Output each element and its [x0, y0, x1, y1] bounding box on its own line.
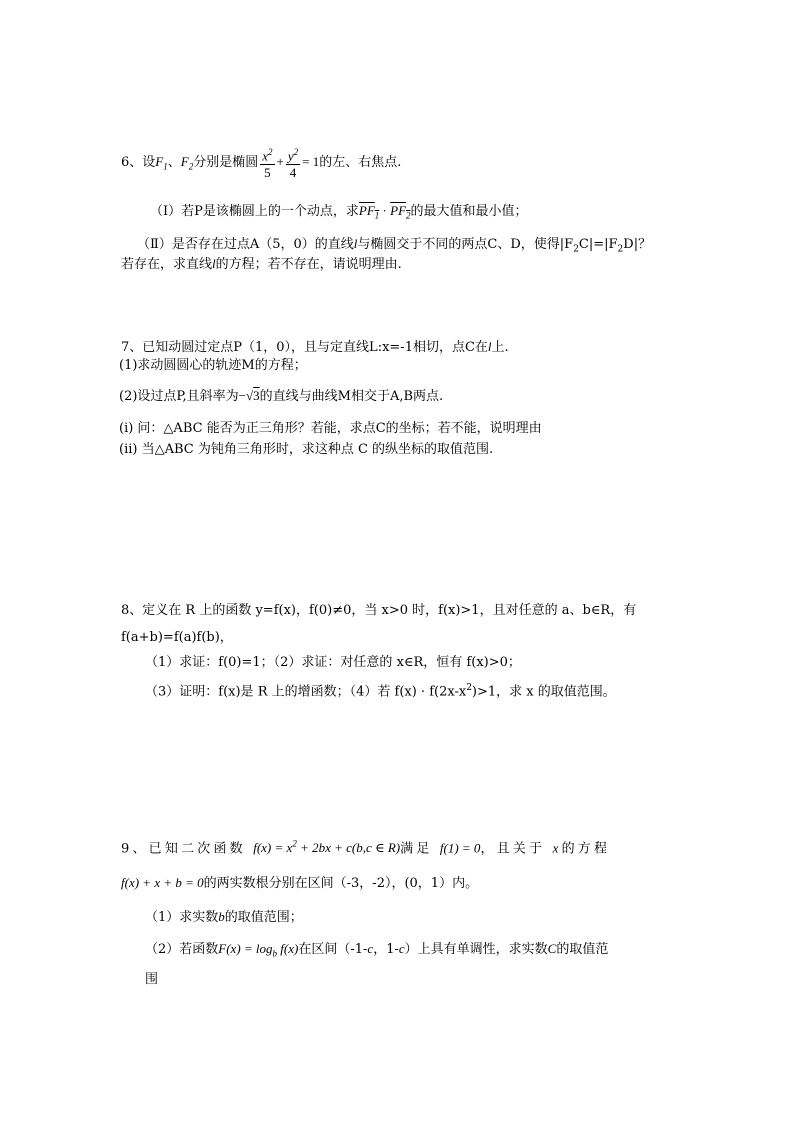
q7-line-l: l [487, 339, 492, 354]
q9-line4-tail: 的取值范 [556, 942, 609, 957]
q8-line1-text: 8、定义在 R 上的函数 y=f(x)，f(0)≠0，当 x>0 时，f(x)>1，且对任意的 a、b∈R，有 [121, 603, 637, 618]
q6-title-line [121, 144, 401, 180]
q9-line4-mid: 在区间（-1- [298, 942, 368, 957]
q9-line5-text: 围 [145, 972, 159, 987]
q7-line2-text: (1)求动圆圆心的轨迹M的方程； [119, 358, 307, 373]
q9-line4-lead: （2）若函数 [145, 942, 219, 957]
q8-sup2: 2 [466, 683, 472, 693]
q6-line-l2: l [212, 256, 216, 271]
q7-line4 [119, 421, 542, 437]
q6-lead: 6、设 [121, 155, 156, 170]
q9-line3 [145, 909, 303, 926]
q6-part1 [150, 203, 528, 224]
q6-part2-line2 [121, 256, 402, 273]
q7-three: 3 [253, 388, 260, 403]
q9-line4-mid3: ）上具有单调性，求实数 [404, 942, 548, 957]
q8-line2-text: f(a+b)=f(a)f(b)， [121, 630, 233, 645]
q8-line3-text: （1）求证：f(0)=1；（2）求证：对任意的 x∈R，恒有 f(x)>0； [145, 655, 521, 670]
q9-line1-lead: 9、已知二次函数 [121, 841, 246, 857]
q6-part2b-tail: 的方程；若不存在，请说明理由. [215, 257, 402, 272]
q9-line4 [145, 941, 608, 962]
q9-line2 [121, 875, 478, 892]
q7-line5 [119, 442, 493, 458]
q7-line1-lead: 7、已知动圆过定点P（1，0），且与定直线L:x=-1相切，点C在 [121, 340, 488, 355]
q6-part2-end: D|？ [623, 237, 652, 252]
q9-xvar: x [552, 840, 562, 856]
q9-comma-about: ，且关于 [480, 841, 546, 857]
q9-line1 [121, 836, 610, 857]
q9-line4-mid2: ，1- [373, 942, 399, 957]
q6-mid-text: 分别是椭圆 [193, 155, 259, 170]
q6-part1-lead: （Ⅰ）若P是该椭圆上的一个动点，求 [150, 204, 359, 219]
q8-line4 [145, 680, 616, 700]
q9-Fx: $F(x) = \log_b f(x)$ [218, 941, 299, 959]
q6-F1: $F_1$ [155, 154, 168, 172]
q6-vec-PF2: $PF_2$ [390, 203, 411, 221]
q9-fx: $f(x) = x^2 + 2bx + c(b,c$ ∈ R) [253, 839, 401, 856]
q6-part2-mid: C|=|F [578, 237, 618, 252]
q9-c1: c [367, 941, 374, 956]
q8-line3 [145, 655, 521, 671]
q6-plus: + [276, 154, 284, 169]
q6-part2b-lead: 若存在，求直线 [121, 257, 213, 272]
q7-line4-text: (i) 问：△ABC 能否为正三角形？若能，求点C的坐标；若不能，说明理由 [119, 421, 542, 436]
q7-line1 [121, 339, 509, 356]
q6-tail: 的左、右焦点. [319, 155, 402, 170]
q7-line3-tail: 的直线与曲线M相交于A,B两点. [259, 389, 444, 404]
q9-eqn-word: 的方程 [561, 841, 611, 857]
q6-eq1: = 1 [302, 154, 320, 169]
q7-line3-lead: (2)设过点P,且斜率为 [119, 389, 239, 404]
q6-part1-tail: 的最大值和最小值； [410, 204, 528, 219]
q9-c2: c [398, 941, 405, 956]
q7-line1-tail: 上. [491, 340, 509, 355]
q8-line1 [121, 603, 636, 619]
q8-line4-lead: （3）证明：f(x)是 R 上的增函数；（4）若 f(x) · f(2x-x [145, 684, 467, 700]
q7-line2 [119, 358, 307, 374]
q6-frac-y: $\frac{y^2}{4}$ [287, 147, 299, 180]
q8-line4-tail: )>1，求 x 的取值范围。 [471, 684, 616, 700]
q9-f1: f(1) = 0 [439, 840, 481, 856]
q6-part2-line1: （Ⅱ）是否存在过点A（5，0）的直线l与椭圆交于不同的两点C、D，使得$|F_2C|=|F_2D|$？ [137, 236, 652, 255]
q9-line2-tail: 的两实数根分别在区间（-3，-2），(0，1）内。 [203, 876, 479, 891]
q6-part2-lead: （Ⅱ）是否存在过点A（5，0）的直线 [137, 237, 354, 252]
q9-line3-tail: 的取值范围； [224, 910, 303, 925]
q6-dot: · [379, 203, 391, 218]
q7-minus: − [238, 388, 247, 403]
q6-vec-PF1: $PF_1$ [358, 203, 380, 221]
q6-part2-tail: 与椭圆交于不同的两点C、D，使得|F [357, 237, 574, 252]
q9-line5 [145, 972, 158, 988]
q8-line2 [121, 630, 233, 646]
q6-sep: 、 [167, 155, 181, 170]
q9-C: C [547, 941, 557, 956]
q9-satisfy: 满足 [400, 841, 433, 857]
q6-F2: $F_2$ [180, 154, 194, 172]
q6-frac-x: $\frac{x^2}{5}$ [262, 147, 273, 180]
q7-sqrt: √ [246, 388, 254, 403]
q7-line3 [119, 388, 443, 405]
q9-line3-lead: （1）求实数 [145, 910, 219, 925]
q6-line-l: l [353, 236, 358, 251]
q9-line2-math: f(x) + x + b = 0 [121, 875, 204, 890]
q9-b: b [218, 909, 225, 924]
q7-line5-text: (ii) 当△ABC 为钝角三角形时，求这种点 C 的纵坐标的取值范围. [119, 442, 494, 457]
